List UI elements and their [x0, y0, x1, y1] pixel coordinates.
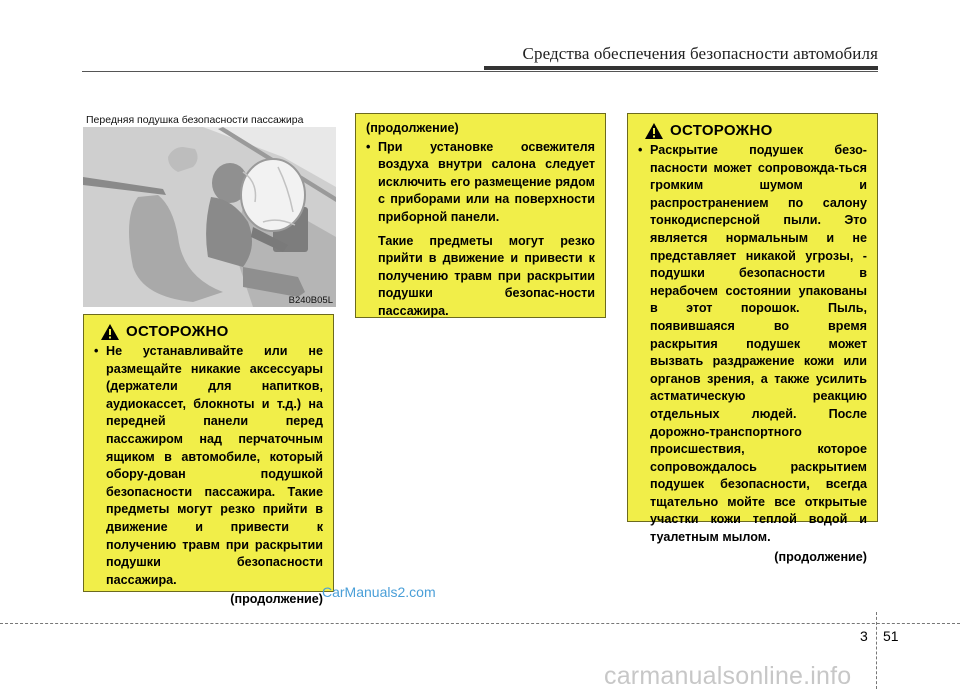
warning-title: ОСТОРОЖНО: [670, 122, 773, 140]
warning-item: [94, 343, 323, 589]
warning-item: [638, 142, 867, 547]
warning-triangle-icon: [100, 323, 120, 341]
page-header-title: Средства обеспечения безопасности автомобиля: [522, 44, 878, 63]
warning-box-left: [83, 314, 334, 607]
warning-box-right: [627, 113, 878, 564]
continued-label: (продолжение): [774, 549, 867, 564]
header-rule-thick: [484, 66, 878, 70]
footer-divider: [0, 623, 960, 624]
bullet: •: [366, 139, 371, 154]
bullet: •: [94, 344, 99, 358]
airbag-illustration-drawing: [83, 127, 336, 307]
warning-heading: [638, 122, 867, 140]
header-rule: [82, 71, 878, 72]
figure-caption: Передняя подушка безопасности пассажира: [86, 114, 304, 126]
continued-label: (продолжение): [366, 121, 459, 135]
footer-site-watermark: carmanualsonline.info: [604, 662, 852, 690]
page-number-separator: [876, 612, 877, 689]
airbag-illustration: [83, 127, 336, 307]
figure-code: B240B05L: [288, 295, 333, 306]
warning-title: ОСТОРОЖНО: [126, 323, 229, 341]
warning-box-middle: [355, 113, 606, 318]
chapter-number: 3: [860, 628, 868, 644]
watermark-link[interactable]: CarManuals2.com: [322, 584, 436, 600]
warning-text: При установке освежителя воздуха внутри салона следует исключить его размещение рядом с приборами или на поверхности приборной панели.: [378, 139, 595, 224]
warning-text-paragraph: Такие предметы могут резко прийти в движение и привести к получению травм при раскрытии подушки безопас-ности пассажира.: [378, 233, 595, 318]
warning-item: [366, 139, 595, 227]
warning-text: Не устанавливайте или не размещайте никакие аксессуары (держатели для напитков, аудиокассет, блокноты и т.д.) на передней панели перед пассажиром над перчаточным ящиком в автомобиле, который обору-дован подушкой безопасности пассажира. Такие предметы могут резко прийти в движение и привести к получению травм при раскрытии подушки безопасности пассажира.: [106, 344, 323, 587]
warning-triangle-icon: [644, 122, 664, 140]
warning-text: Раскрытие подушек безо-пасности может сопровожда-ться громким шумом и распространением по салону тонкодисперсной пыли. Это является нормальным и не представляет никакой угрозы, - подушки безопасности в нерабочем состоянии упакованы в этот порошок. Пыль, появившаяся во время раскрытия подушек может вызвать раздражение кожи или органов зрения, а также усилить астматическую реакцию отдельных людей. После дорожно-транспортного происшествия, которое сопровождалось раскрытием подушек безопасности, всегда тщательно мойте все открытые участки кожи теплой водой и туалетным мылом.: [650, 143, 867, 545]
continued-label: (продолжение): [230, 592, 323, 607]
bullet: •: [638, 143, 643, 157]
warning-heading: [94, 323, 323, 341]
page-number: 51: [883, 628, 899, 644]
